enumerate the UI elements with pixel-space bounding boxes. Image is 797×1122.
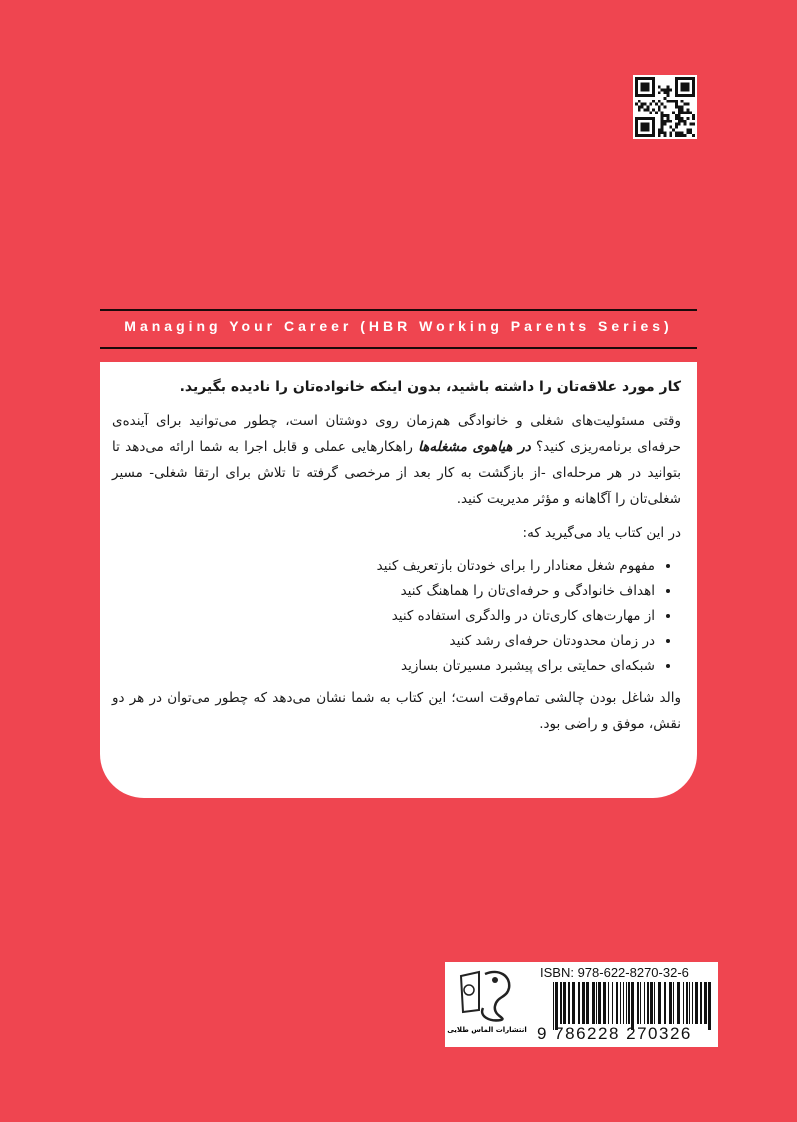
barcode-bar bbox=[686, 982, 688, 1024]
publisher-name: انتشارات الماس طلایی bbox=[447, 1026, 527, 1034]
blurb-box bbox=[100, 362, 697, 798]
intro-paragraph bbox=[112, 408, 681, 512]
learning-list bbox=[112, 554, 681, 679]
list-item: • اهداف خانوادگی و حرفه‌ای‌تان را هماهنگ کنید bbox=[112, 579, 655, 604]
barcode-bar bbox=[669, 982, 672, 1024]
barcode-bar bbox=[708, 982, 711, 1030]
closing-paragraph: والد شاغل بودن چالشی تمام‌وقت است؛ این کتاب به شما نشان می‌دهد که چطور می‌توان در هر دو نقش، موفق و راضی بود. bbox=[112, 690, 681, 732]
barcode-bar bbox=[692, 982, 693, 1024]
barcode-bar bbox=[582, 982, 585, 1024]
top-divider bbox=[100, 309, 697, 311]
isbn-barcode-box bbox=[445, 962, 718, 1047]
barcode-bar bbox=[568, 982, 570, 1024]
barcode-bar bbox=[603, 982, 606, 1024]
list-item: • مفهوم شغل معنادار را برای خودتان بازتعریف کنید bbox=[112, 554, 655, 579]
barcode-bar bbox=[654, 982, 655, 1024]
barcode-bar bbox=[704, 982, 707, 1024]
barcode-bar bbox=[620, 982, 621, 1024]
barcode-bar bbox=[586, 982, 589, 1024]
list-item: • در زمان محدودتان حرفه‌ای رشد کنید bbox=[112, 629, 655, 654]
series-title: Managing Your Career (HBR Working Parents Series) bbox=[124, 318, 673, 334]
barcode-bar bbox=[647, 982, 649, 1024]
barcode bbox=[553, 982, 711, 1030]
isbn-number: ISBN: 978-622-8270-32-6 bbox=[540, 965, 689, 980]
barcode-bar bbox=[563, 982, 566, 1024]
barcode-bar bbox=[631, 982, 634, 1030]
barcode-bar bbox=[623, 982, 624, 1024]
qr-code bbox=[633, 75, 697, 139]
publisher-logo-icon bbox=[449, 966, 524, 1022]
barcode-bar bbox=[628, 982, 630, 1024]
lead-sentence: کار مورد علاقه‌تان را داشته باشید، بدون اینکه خانواده‌تان را نادیده بگیرید. bbox=[179, 379, 681, 395]
barcode-bar bbox=[695, 982, 698, 1024]
barcode-bar bbox=[650, 982, 653, 1024]
barcode-bar bbox=[553, 982, 554, 1030]
list-item: • از مهارت‌های کاری‌تان در والدگری استفاده کنید bbox=[112, 604, 655, 629]
barcode-bar bbox=[608, 982, 609, 1024]
barcode-bar bbox=[626, 982, 627, 1024]
barcode-bar bbox=[596, 982, 597, 1024]
barcode-bar bbox=[612, 982, 613, 1024]
barcode-bar bbox=[555, 982, 558, 1030]
barcode-bar bbox=[616, 982, 618, 1024]
barcode-bar bbox=[689, 982, 690, 1024]
bottom-divider bbox=[100, 347, 697, 349]
barcode-bar bbox=[598, 982, 601, 1024]
intro-text-end: راهکارهایی عملی و قابل اجرا به شما ارائه می‌دهد تا بتوانید در هر مرحله‌ای -از بازگشت به کار بعد از مرخصی گرفته تا تلاش برای ارتقا شغلی- مسیر شغلی‌تان را آگاهانه و مؤثر مدیریت کنید. bbox=[112, 439, 681, 507]
book-title: در هیاهوی مشغله‌ها bbox=[418, 439, 531, 455]
barcode-bar bbox=[637, 982, 639, 1024]
barcode-bar bbox=[592, 982, 595, 1024]
list-item: • شبکه‌ای حمایتی برای پیشبرد مسیرتان بسازید bbox=[112, 654, 655, 679]
barcode-bar bbox=[700, 982, 702, 1024]
barcode-bar bbox=[578, 982, 580, 1024]
barcode-digits: 9 786228 270326 bbox=[537, 1024, 692, 1043]
barcode-bar bbox=[673, 982, 674, 1024]
barcode-bar bbox=[560, 982, 562, 1024]
barcode-bar bbox=[683, 982, 684, 1024]
intro-text: وقتی مسئولیت‌های شغلی و خانوادگی هم‌زمان روی دوشتان است، چطور می‌توانید برای آینده‌ی حرفه‌ای برنامه‌ریزی کنید؟ bbox=[112, 413, 682, 455]
barcode-bar bbox=[658, 982, 661, 1024]
barcode-bar bbox=[644, 982, 645, 1024]
barcode-bar bbox=[640, 982, 641, 1024]
barcode-bar bbox=[677, 982, 680, 1024]
learn-heading: در این کتاب یاد می‌گیرید که: bbox=[522, 525, 681, 541]
barcode-bar bbox=[664, 982, 666, 1024]
barcode-bar bbox=[572, 982, 575, 1024]
